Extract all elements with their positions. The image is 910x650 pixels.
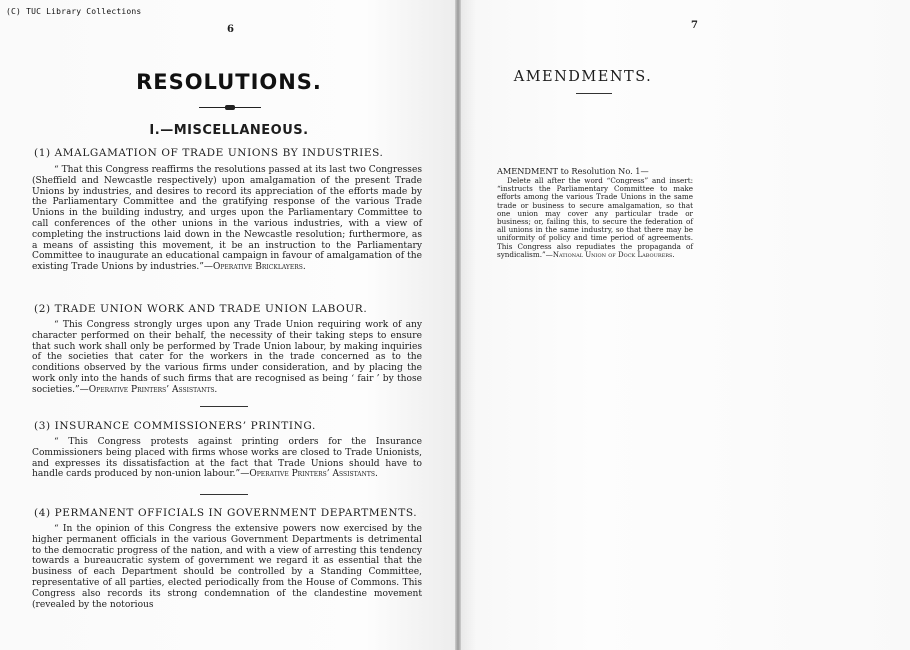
divider-rule xyxy=(200,406,248,407)
resolution-3-text: “ This Congress protests against printing orders for the Insurance Commissioners being placed with firms whose works are closed to Trade Unionists, and expresses its dissatisfaction at the fact that Trade Unions should have to handle cards produced by non-union labour.”— xyxy=(32,437,422,480)
resolution-1-text: “ That this Congress reaffirms the resolutions passed at its last two Congresses (Sheffield and Newcastle respectively) upon amalgamation of the present Trade Unions by industries, and desires to record its appreciation of the efforts made by the Parliamentary Committee and the gratifying response of the various Trade Unions in the building industry, and urges upon the Parliamentary Committee to call conferences of the other unions in the various industries, with a view of completing the instructions laid down in the Newcastle resolution; furthermore, as a means of assisting this movement, it be an instruction to the Parliamentary Committee to inaugurate an educational campaign in favour of amalgamation of the existing Trade Unions by industries.”— xyxy=(32,165,422,273)
amendments-title: AMENDMENTS. xyxy=(513,69,653,85)
amendment-text: Delete all after the word “Congress” and insert: “instructs the Parliamentary Committee to make efforts among the various Trade Unions in the same trade or business to secure amalgamation, so that one union may cover any particular trade or business; or, failing this, to secure the federation of all unions in the same industry, so that there may be uniformity of policy and time period of agreements. This Congress also repudiates the propaganda of syndicalism.”— xyxy=(497,176,693,259)
amendments-rule xyxy=(576,93,612,94)
right-page-number: 7 xyxy=(691,20,698,31)
resolution-3-body xyxy=(32,437,422,480)
resolutions-title: RESOLUTIONS. xyxy=(136,70,322,94)
resolution-2-text: “ This Congress strongly urges upon any Trade Union requiring work of any character performed on their behalf, the necessity of their taking steps to ensure that such work shall only be performed by Trade Union labour, by making inquiries of the societies that cater for the workers in the trade concerned as to the conditions observed by the various firms under consideration, and by placing the work only into the hands of such firms that are recognised as being ‘ fair ’ by those societies.”— xyxy=(32,320,422,395)
resolution-4-text: “ In the opinion of this Congress the extensive powers now exercised by the higher permanent officials in the various Government Departments is detrimental to the democratic progress of the nation, and with a view of arresting this tendency towards a bureaucratic system of government we regard it as essential that the business of each Department should be controlled by a Standing Committee, representative of all parties, elected periodically from the House of Commons. This Congress also records its strong condemnation of the clandestine movement (revealed by the notorious xyxy=(32,524,422,610)
resolution-2-heading: (2) TRADE UNION WORK AND TRADE UNION LABOUR. xyxy=(34,303,368,315)
left-page-number: 6 xyxy=(227,24,234,35)
resolution-1-heading: (1) AMALGAMATION OF TRADE UNIONS BY INDUSTRIES. xyxy=(34,147,384,159)
right-page xyxy=(458,0,910,650)
copyright-notice: (C) TUC Library Collections xyxy=(6,7,142,16)
amendment-body xyxy=(497,177,693,259)
divider-rule xyxy=(200,494,248,495)
resolution-4-body xyxy=(32,524,422,610)
resolution-2-body xyxy=(32,320,422,396)
ornament-divider xyxy=(199,106,261,109)
amendment-signature: National Union of Dock Labourers. xyxy=(552,250,675,259)
resolution-4-heading: (4) PERMANENT OFFICIALS IN GOVERNMENT DEPARTMENTS. xyxy=(34,507,418,519)
resolution-1-body xyxy=(32,165,422,273)
resolution-3-signature: Operative Printers’ Assistants. xyxy=(249,469,378,480)
resolution-1-signature: Operative Bricklayers. xyxy=(213,262,306,273)
resolution-3-heading: (3) INSURANCE COMMISSIONERS’ PRINTING. xyxy=(34,420,316,432)
resolution-2-signature: Operative Printers’ Assistants. xyxy=(88,384,218,395)
book-gutter xyxy=(455,0,461,650)
amendment-heading: AMENDMENT to Resolution No. 1— xyxy=(497,166,649,176)
section-title: I.—MISCELLANEOUS. xyxy=(149,123,309,138)
